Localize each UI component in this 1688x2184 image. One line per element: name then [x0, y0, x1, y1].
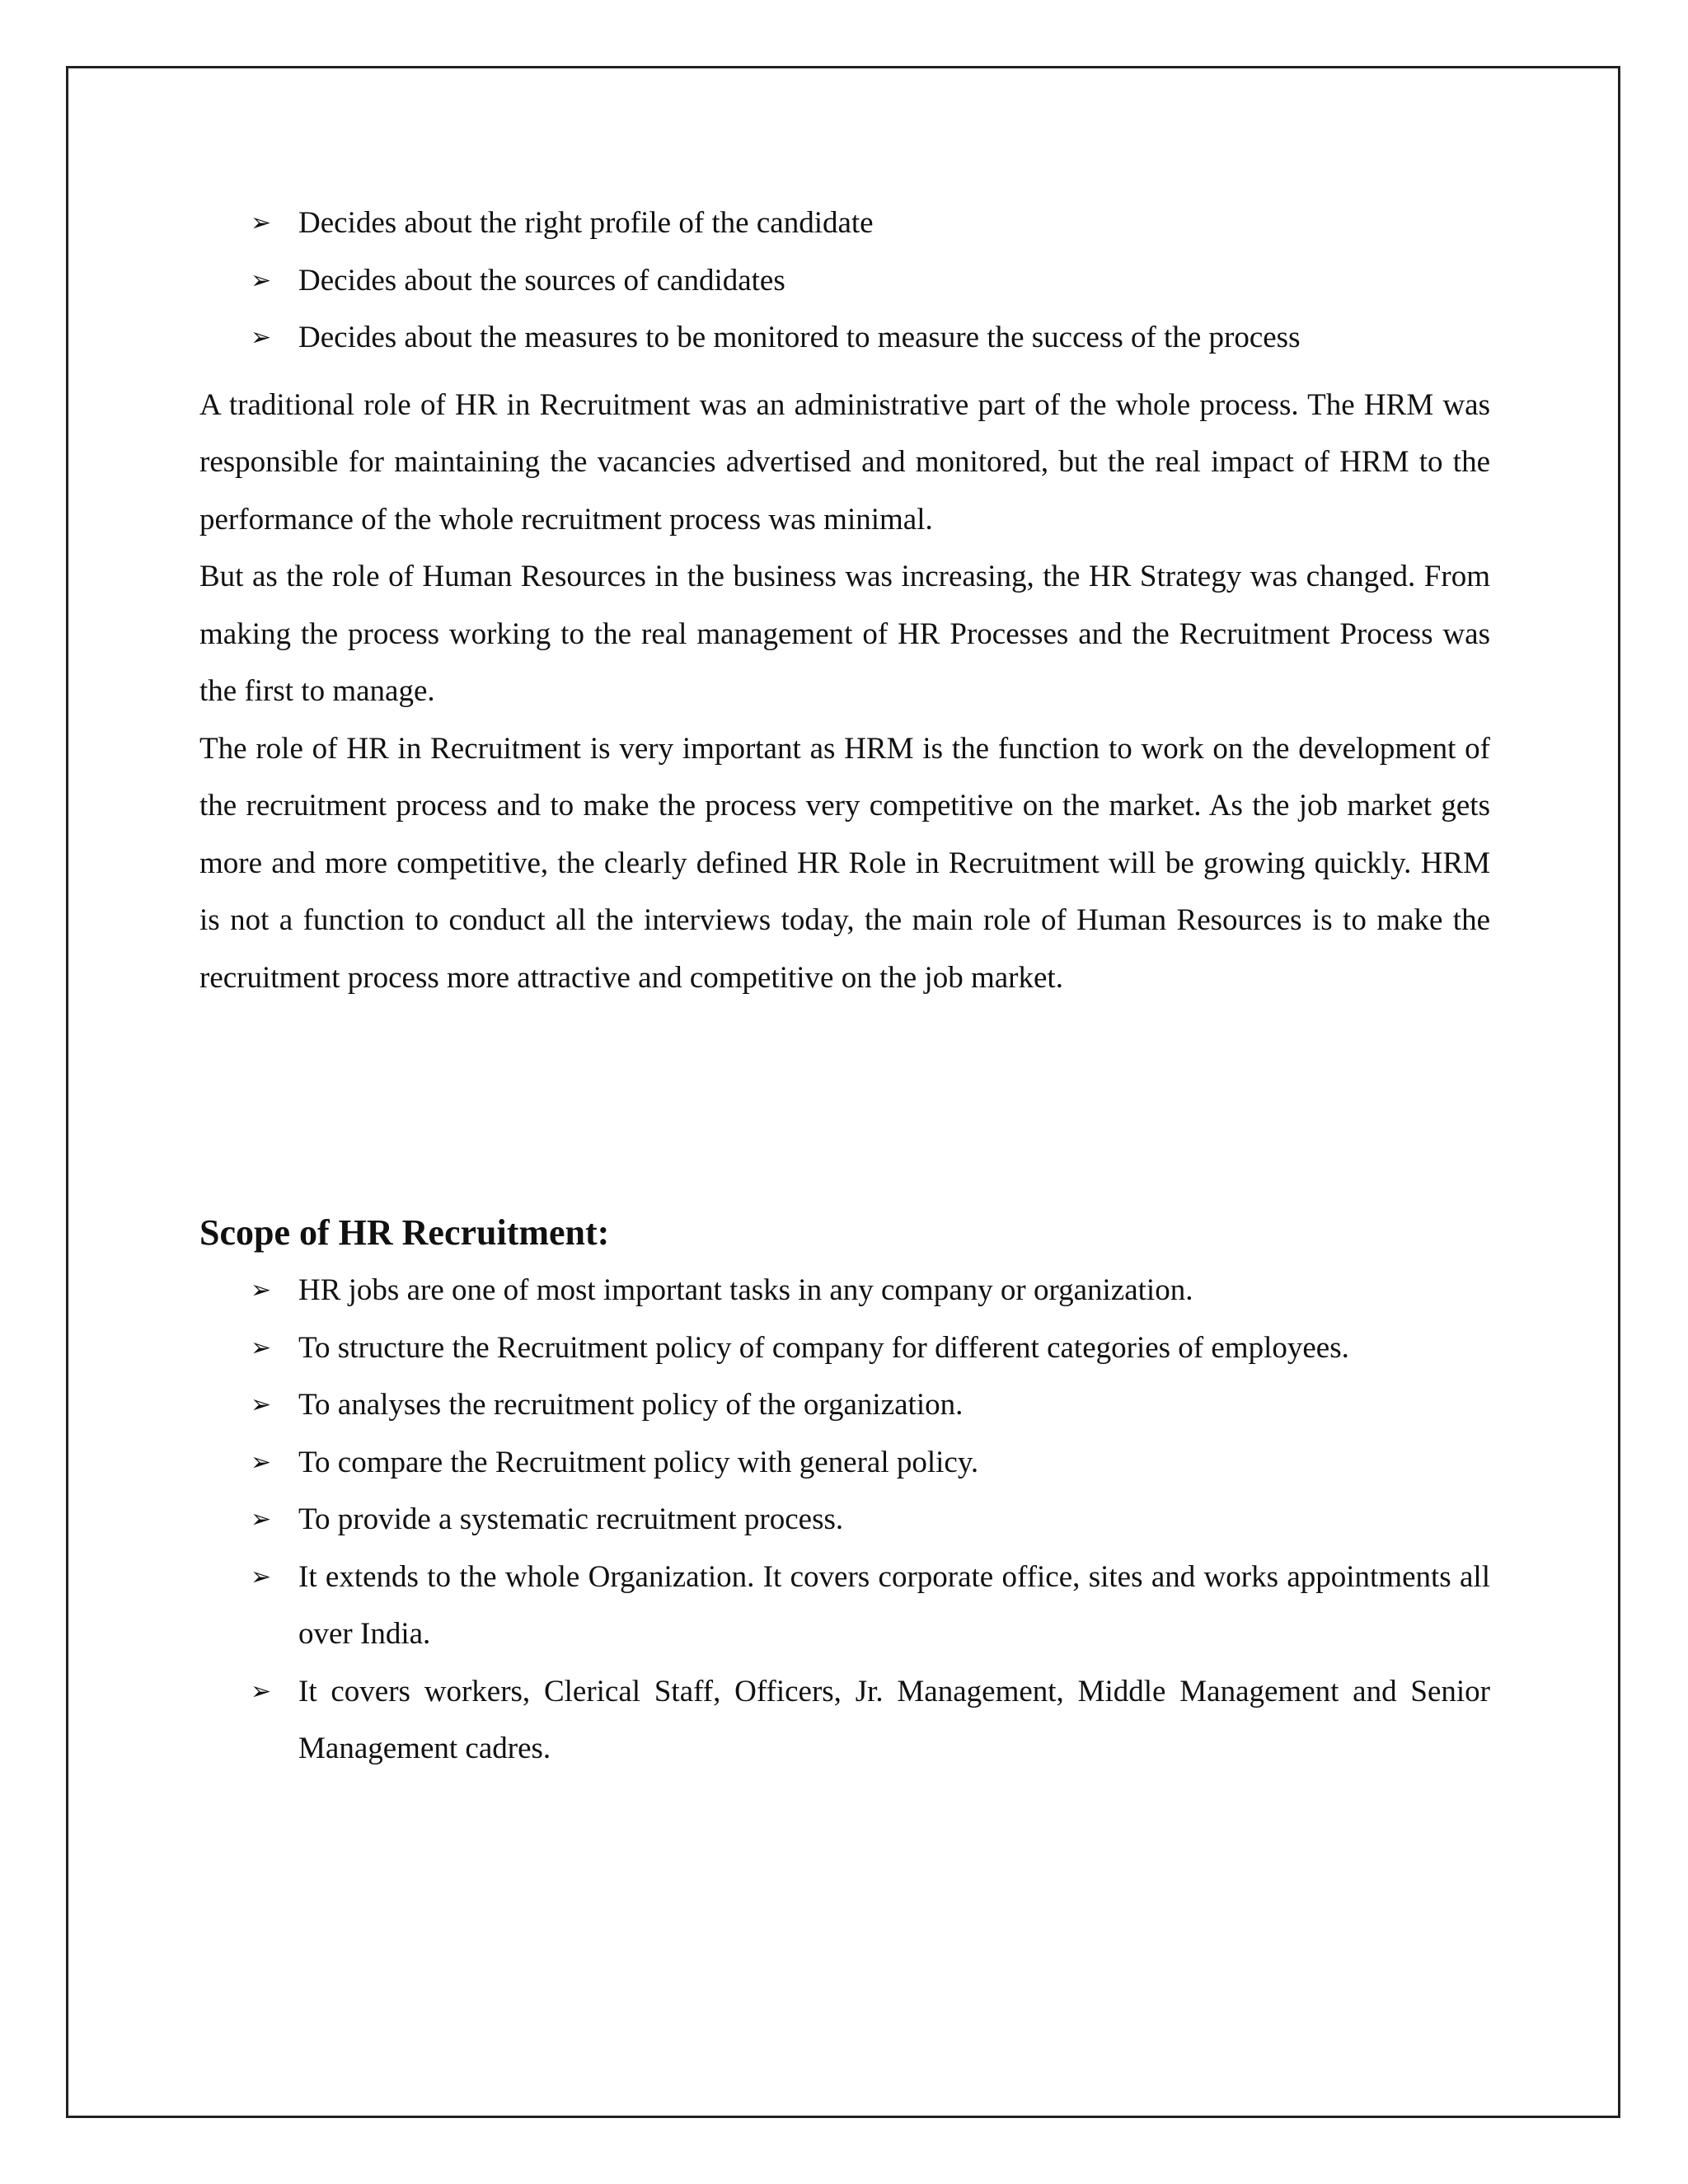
list-item: [199, 1376, 1490, 1434]
list-item: [199, 1491, 1490, 1549]
list-item-text: To structure the Recruitment policy of company for different categories of employees.: [298, 1330, 1349, 1365]
list-item: [199, 309, 1490, 367]
list-item-text: To compare the Recruitment policy with general policy.: [298, 1445, 979, 1479]
paragraph-traditional-role: A traditional role of HR in Recruitment was an administrative part of the whole process. The HRM was responsible for maintaining the vacancies advertised and monitored, but the real impact of HRM to the performance of the whole recruitment process was minimal.: [199, 387, 1490, 537]
list-item: [199, 1319, 1490, 1377]
arrowhead-bullet-icon: ➢: [251, 209, 272, 237]
arrowhead-bullet-icon: ➢: [251, 1505, 272, 1534]
arrowhead-bullet-icon: ➢: [251, 1447, 272, 1477]
section-heading-scope: Scope of HR Recruitment:: [199, 1212, 610, 1253]
list-item-text: HR jobs are one of most important tasks in any company or organization.: [298, 1273, 1193, 1307]
arrowhead-bullet-icon: ➢: [251, 1562, 272, 1591]
list-item-text: To provide a systematic recruitment process.: [298, 1502, 844, 1536]
arrowhead-bullet-icon: ➢: [251, 1276, 272, 1305]
list-item-text: Decides about the sources of candidates: [298, 263, 785, 298]
arrowhead-bullet-icon: ➢: [251, 1390, 272, 1419]
list-item: [199, 1663, 1490, 1778]
arrowhead-bullet-icon: ➢: [251, 323, 272, 352]
list-item-text: It covers workers, Clerical Staff, Officers, Jr. Management, Middle Management and Senior Management cadres.: [298, 1674, 1490, 1765]
arrowhead-bullet-icon: ➢: [251, 265, 272, 295]
paragraph-role-importance: The role of HR in Recruitment is very important as HRM is the function to work on the development of the recruitment process and to make the process very competitive on the market. As the job market gets more and more competitive, the clearly defined HR Role in Recruitment will be growing quickly. HRM is not a function to conduct all the interviews today, the main role of Human Resources is to make the recruitment process more attractive and competitive on the job market.: [199, 731, 1490, 995]
document-body: [199, 194, 1490, 1778]
arrowhead-bullet-icon: ➢: [251, 1676, 272, 1706]
list-item-text: It extends to the whole Organization. It covers corporate office, sites and works appointments all over India.: [298, 1559, 1490, 1651]
list-item: [199, 252, 1490, 310]
paragraph-hr-strategy: But as the role of Human Resources in the business was increasing, the HR Strategy was changed. From making the process working to the real management of HR Processes and the Recruitment Process was the first to manage.: [199, 560, 1490, 708]
list-item: [199, 1434, 1490, 1492]
list-item-text: To analyses the recruitment policy of the organization.: [298, 1388, 964, 1422]
list-item-text: Decides about the measures to be monitored to measure the success of the process: [298, 321, 1301, 354]
list-item: [199, 1262, 1490, 1319]
list-item-text: Decides about the right profile of the candidate: [298, 206, 874, 240]
list-item: [199, 1549, 1490, 1663]
list-item: [199, 194, 1490, 252]
arrowhead-bullet-icon: ➢: [251, 1333, 272, 1362]
scope-bullet-list: [199, 1262, 1490, 1778]
intro-bullet-list: [199, 194, 1490, 367]
